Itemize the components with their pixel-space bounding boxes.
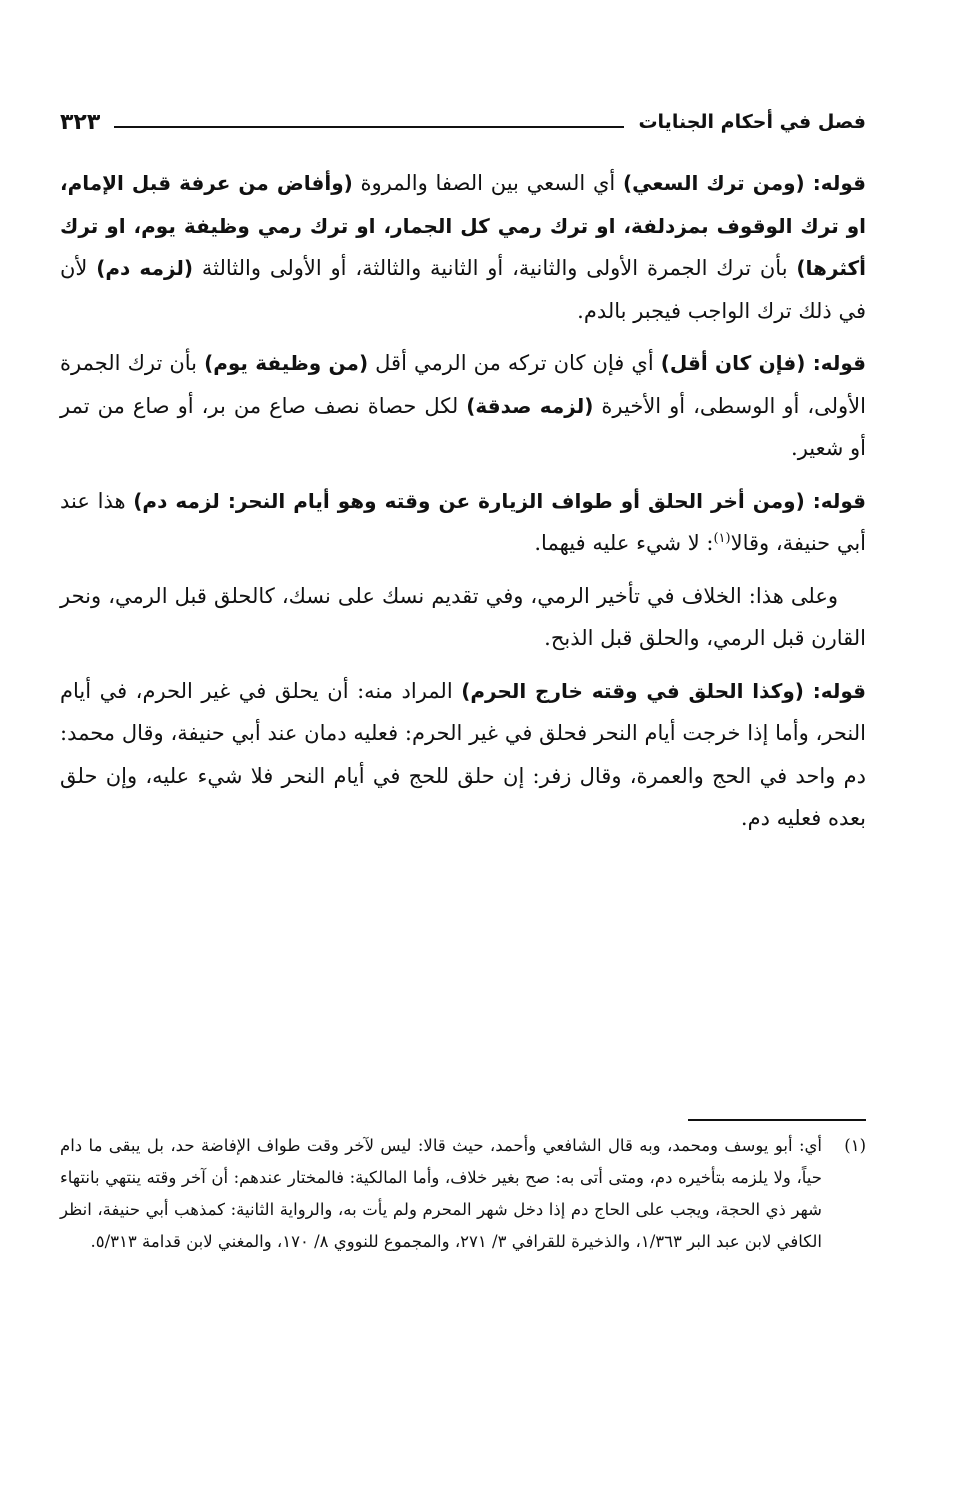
matn-quote: (وأفاض من عرفة قبل الإمام، او ترك الوقوف بمزدلفة، او ترك رمي كل الجمار، او ترك رمي وظيفة يوم، او ترك أكثرها) [60,171,866,280]
paragraph [60,162,866,332]
footnote-number: (١) [844,1136,866,1155]
footnote-text: أي: أبو يوسف ومحمد، وبه قال الشافعي وأحمد، حيث قالا: ليس لآخر وقت طواف الإفاضة حد، بل يبقى ما دام حياً، ولا يلزمه بتأخيره دم، ومتى أتى به: صح بغير خلاف، وأما المالكية: فالمختار عندهم: أن آخر وقته ينتهي بانتهاء شهر ذي الحجة، ويجب على الحاج دم إذا دخل شهر المحرم ولم يأت به، والرواية الثانية: كمذهب أبي حنيفة، انظر الكافي لابن عبد البر ١/٣٦٣، والذخيرة للقرافي ٣/ ٢٧١، والمجموع للنووي ٨/ ١٧٠، والمغني لابن قدامة ٥/٣١٣. [60,1136,822,1251]
header-rule [114,126,624,128]
paragraph [60,480,866,565]
matn-quote: (ومن ترك السعي) [623,171,805,195]
matn-quote: (ومن أخر الحلق أو طواف الزيارة عن وقته وهو أيام النحر: لزمه دم) [133,488,805,513]
commentary-text: أي السعي بين الصفا والمروة [352,171,623,195]
matn-quote: (فإن كان أقل) [660,351,806,375]
running-header [60,104,866,140]
commentary-text: لأن في ذلك ترك الواجب فيجبر بالدم. [60,256,866,323]
matn-quote: (لزمه دم) [96,256,194,280]
footnote [60,1130,866,1258]
commentary-text: لكل حصاة نصف صاع من بر، أو صاع من تمر أو شعير. [60,393,866,460]
quote-marker: قوله: [804,488,867,513]
matn-quote: (من وظيفة يوم) [204,351,369,375]
quote-marker: قوله: [804,171,866,195]
commentary-text: بأن ترك الجمرة الأولى، أو الوسطى، أو الأخيرة [60,351,866,418]
quote-marker: قوله: [803,678,866,703]
paragraph [60,342,866,470]
paragraph [60,575,866,660]
page-number: ٣٢٣ [60,109,101,135]
footnote-separator [688,1119,866,1121]
commentary-text: وعلى هذا: الخلاف في تأخير الرمي، وفي تقديم نسك على نسك، كالحلق قبل الرمي، ونحر القارن قبل الرمي، والحلق قبل الذبح. [60,583,866,650]
commentary-text: أي فإن كان تركه من الرمي أقل [368,351,661,375]
commentary-text: المراد منه: أن يحلق في غير الحرم، في أيام النحر، وأما إذا خرجت أيام النحر فحلق في غير الحرم: فعليه دمان عند أبي حنيفة، وقال محمد: دم واحد في الحج والعمرة، وقال زفر: إن حلق للحج في أيام النحر فلا شيء عليه، وإن حلق بعده فعليه دم. [60,678,866,830]
matn-quote: (لزمه صدقة) [466,393,594,418]
main-text [60,162,866,850]
matn-quote: (وكذا الحلق في وقته خارج الحرم) [461,678,804,703]
footnote-ref: (١) [713,531,731,546]
footnotes [60,1130,866,1258]
commentary-text: : لا شيء عليه فيهما. [534,531,714,555]
commentary-text: بأن ترك الجمرة الأولى والثانية، أو الثانية والثالثة، أو الأولى والثالثة [193,256,797,280]
commentary-text: هذا عند أبي حنيفة، وقالا [60,488,866,555]
chapter-title: فصل في أحكام الجنايات [638,111,866,133]
paragraph [60,670,866,840]
quote-marker: قوله: [805,351,867,375]
